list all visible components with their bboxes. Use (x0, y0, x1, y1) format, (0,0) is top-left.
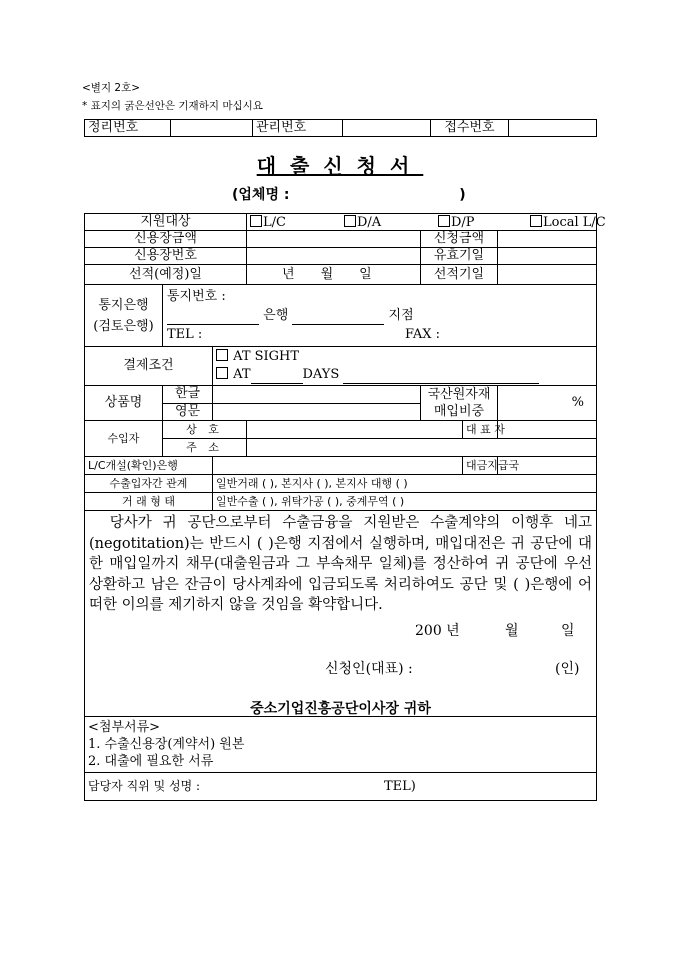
attachments-section (85, 717, 597, 773)
lc-bank-label: L/C개설(확인)은행 (85, 457, 213, 475)
importer-rep-field[interactable] (498, 421, 597, 439)
checkbox-icon (344, 215, 356, 227)
importer-label: 수입자 (85, 421, 163, 457)
attachment-item: 1. 수출신용장(계약서) 원본 (88, 737, 245, 752)
relation-label: 수출입자간 관계 (85, 475, 213, 493)
lc-amount-field[interactable] (247, 231, 421, 248)
tel-field[interactable]: TEL : (167, 327, 203, 342)
notice-text: * 표지의 굵은선안은 기재하지 마십시요 (82, 100, 263, 112)
attachment-number: <별지 2호> (82, 82, 141, 94)
option-local-lc[interactable]: Local L/C (530, 215, 606, 230)
importer-company-field[interactable] (247, 421, 463, 439)
pledge-section (85, 511, 597, 717)
option-dp[interactable]: D/P (438, 215, 530, 230)
pledge-text: 당사가 귀 공단으로부터 수출금융을 지원받은 수출계약의 이행후 네고(negotitation)는 반드시 ( )은행 지점에서 실행하며, 매입대전은 귀 공단에 대한 매입일까지 채무(대출원금과 그 부속채무 일체)를 정산하여 귀 공단에 우선 상환하고 남은 잔금이 당사계좌에 입금되도록 처리하여도 공단 및 ( )은행에 어떠한 이의를 제기하지 않을 것임을 확약합니다. (89, 515, 593, 613)
advising-bank-label: 통지은행 (검토은행) (85, 285, 163, 347)
page-title: 대출신청서 (256, 154, 424, 178)
option-at-days[interactable]: AT DAYS (216, 366, 593, 384)
application-form (84, 213, 606, 801)
option-lc[interactable]: L/C (250, 215, 344, 230)
relation-options[interactable]: 일반거래 ( ), 본지사 ( ), 본지사 대행 ( ) (213, 475, 597, 493)
reg-number-field[interactable] (171, 120, 253, 137)
product-english-field[interactable] (213, 403, 421, 421)
mgmt-number-label: 관리번호 (253, 120, 343, 137)
payment-terms-label: 결제조건 (85, 347, 213, 386)
expiry-label: 유효기일 (421, 248, 498, 265)
branch-name-field[interactable] (292, 312, 384, 325)
domestic-ratio-label: 국산원자재 매입비중 (421, 386, 498, 421)
shipment-deadline-label: 선적기일 (421, 265, 498, 285)
date-line: 200 년 월 일 (415, 622, 575, 639)
shipment-date-label: 선적(예정)일 (85, 265, 247, 285)
top-number-table (84, 119, 597, 137)
checkbox-icon (438, 215, 450, 227)
mgmt-number-field[interactable] (343, 120, 431, 137)
payment-country-label: 대금지급국 (463, 457, 498, 475)
option-at-sight[interactable]: AT SIGHT (216, 348, 593, 366)
receipt-number-field[interactable] (509, 120, 597, 137)
shipment-deadline-field[interactable] (498, 265, 597, 285)
support-target-label: 지원대상 (85, 214, 247, 231)
attachments-heading: <첨부서류> (88, 720, 161, 735)
domestic-ratio-field[interactable]: % (498, 386, 597, 421)
checkbox-icon (530, 215, 542, 227)
product-english-label: 영문 (163, 403, 213, 421)
contact-row (85, 773, 597, 801)
notice-number[interactable]: 통지번호 : (167, 289, 226, 304)
checkbox-icon (250, 215, 262, 227)
applicant-line: 신청인(대표) : (인) (325, 660, 580, 677)
expiry-field[interactable] (498, 248, 597, 265)
fax-field[interactable]: FAX : (405, 327, 441, 342)
company-name-close: ) (459, 187, 466, 203)
request-amount-field[interactable] (498, 231, 597, 248)
lc-amount-label: 신용장금액 (85, 231, 247, 248)
importer-company-label: 상 호 (163, 421, 247, 439)
reg-number-label: 정리번호 (85, 120, 171, 137)
lc-number-field[interactable] (247, 248, 421, 265)
checkbox-icon (216, 349, 228, 361)
advising-bank-details: 통지번호 : 은행 지점 TEL : FAX : (163, 285, 597, 347)
importer-address-field[interactable] (247, 439, 597, 457)
attachment-item: 2. 대출에 필요한 서류 (88, 754, 214, 769)
lc-number-label: 신용장번호 (85, 248, 247, 265)
trade-type-label: 거 래 형 태 (85, 493, 213, 511)
option-da[interactable]: D/A (344, 215, 438, 230)
checkbox-icon (216, 367, 228, 379)
trade-type-options[interactable]: 일반수출 ( ), 위탁가공 ( ), 중계무역 ( ) (213, 493, 597, 511)
product-name-label: 상품명 (85, 386, 163, 421)
contact-tel[interactable]: TEL) (384, 779, 416, 794)
product-korean-field[interactable] (213, 386, 421, 404)
product-korean-label: 한글 (163, 386, 213, 404)
company-name-line (232, 184, 466, 204)
payment-terms-options (213, 347, 597, 386)
bank-name-field[interactable] (167, 312, 259, 325)
seal-mark: (인) (555, 660, 580, 677)
shipment-date-field[interactable]: 년 월 일 (247, 265, 421, 285)
importer-address-label: 주 소 (163, 439, 247, 457)
company-name-label: (업체명 : (232, 187, 290, 203)
addressee: 중소기업진흥공단이사장 귀하 (250, 700, 431, 717)
lc-bank-field[interactable] (213, 457, 463, 475)
receipt-number-label: 접수번호 (431, 120, 509, 137)
request-amount-label: 신청금액 (421, 231, 498, 248)
importer-rep-label: 대 표 자 (463, 421, 498, 439)
contact-label[interactable]: 담당자 직위 및 성명 : (88, 779, 201, 793)
support-target-options (247, 214, 606, 231)
